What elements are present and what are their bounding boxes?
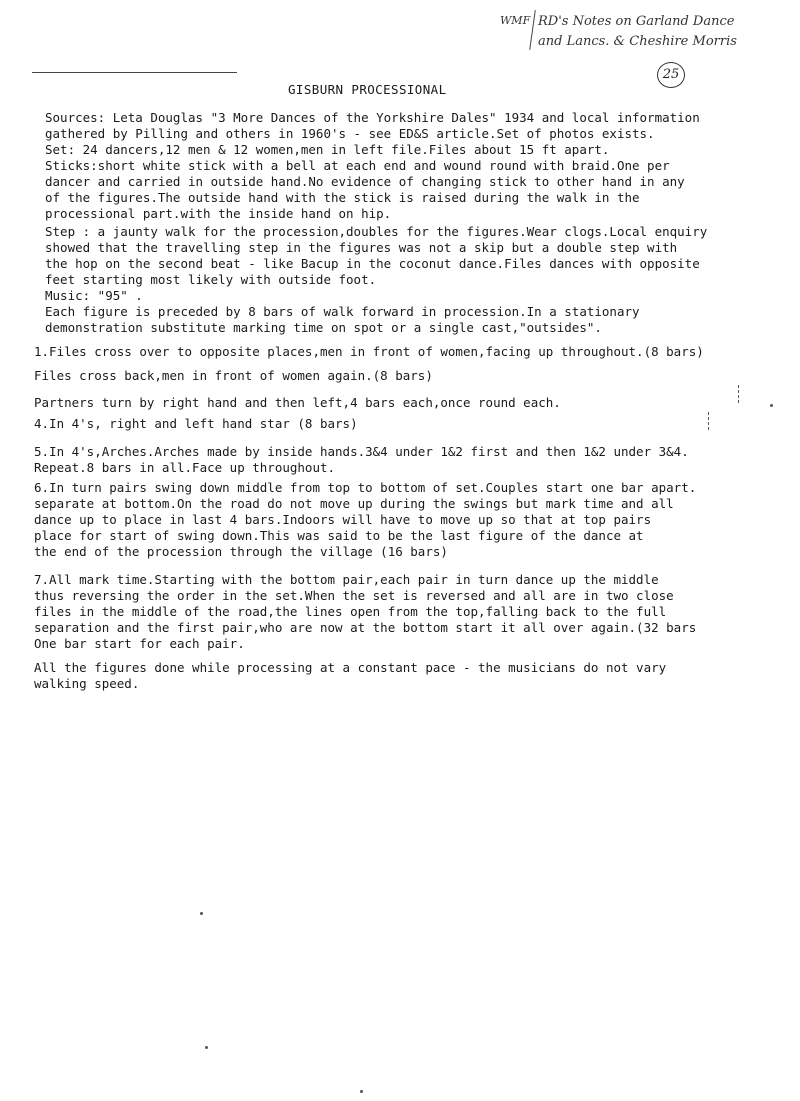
figure-5 — [34, 444, 689, 476]
document-title: GISBURN PROCESSIONAL — [288, 82, 447, 97]
music-paragraph — [45, 288, 640, 336]
text-line: of the figures.The outside hand with the stick is raised during the walk in the — [45, 190, 640, 205]
text-line: 7.All mark time.Starting with the bottom pair,each pair in turn dance up the middle — [34, 572, 659, 587]
text-line: Step : a jaunty walk for the procession,doubles for the figures.Wear clogs.Local enquiry — [45, 224, 708, 239]
figure-4 — [34, 416, 358, 432]
text-line: separation and the first pair,who are now at the bottom start it all over again.(32 bars — [34, 620, 697, 635]
text-line: dance up to place in last 4 bars.Indoors will have to move up so that at top pairs — [34, 512, 652, 527]
text-line: 4.In 4's, right and left hand star (8 bars) — [34, 416, 358, 431]
handwritten-divider — [529, 10, 536, 50]
text-line: 6.In turn pairs swing down middle from top to bottom of set.Couples start one bar apart. — [34, 480, 697, 495]
figure-7 — [34, 572, 696, 652]
scan-speck — [205, 1046, 208, 1049]
text-line: feet starting most likely with outside foot. — [45, 272, 377, 287]
text-line: walking speed. — [34, 676, 140, 691]
margin-mark — [708, 412, 710, 430]
closing-paragraph — [34, 660, 666, 692]
text-line: demonstration substitute marking time on spot or a single cast,"outsides". — [45, 320, 602, 335]
page-number: 25 — [657, 62, 685, 88]
text-line: Music: "95" . — [45, 288, 143, 303]
text-line: dancer and carried in outside hand.No evidence of changing stick to other hand in any — [45, 174, 685, 189]
text-line: Sources: Leta Douglas "3 More Dances of the Yorkshire Dales" 1934 and local information — [45, 110, 700, 125]
scan-speck — [770, 404, 773, 407]
text-line: place for start of swing down.This was said to be the last figure of the dance at — [34, 528, 644, 543]
text-line: Each figure is preceded by 8 bars of walk forward in procession.In a stationary — [45, 304, 640, 319]
figure-6 — [34, 480, 696, 560]
text-line: thus reversing the order in the set.When the set is reversed and all are in two close — [34, 588, 674, 603]
text-line: One bar start for each pair. — [34, 636, 245, 651]
text-line: processional part.with the inside hand on hip. — [45, 206, 392, 221]
step-paragraph — [45, 224, 707, 288]
text-line: Files cross back,men in front of women again.(8 bars) — [34, 368, 433, 383]
figure-1 — [34, 344, 704, 360]
figure-3 — [34, 395, 561, 411]
handwritten-note-line-2: and Lancs. & Cheshire Morris — [538, 34, 737, 49]
text-line: the hop on the second beat - like Bacup in the coconut dance.Files dances with opposite — [45, 256, 700, 271]
text-line: Set: 24 dancers,12 men & 12 women,men in left file.Files about 15 ft apart. — [45, 142, 610, 157]
handwritten-note-line-1: RD's Notes on Garland Dance — [538, 14, 735, 29]
top-rule — [32, 72, 237, 73]
scan-speck — [360, 1090, 363, 1093]
text-line: All the figures done while processing at a constant pace - the musicians do not vary — [34, 660, 667, 675]
text-line: Partners turn by right hand and then left,4 bars each,once round each. — [34, 395, 561, 410]
set-paragraph — [45, 142, 609, 158]
text-line: the end of the procession through the village (16 bars) — [34, 544, 448, 559]
figure-2 — [34, 368, 433, 384]
handwritten-initials: WMF — [500, 14, 531, 27]
margin-mark — [738, 385, 740, 403]
sticks-paragraph — [45, 158, 685, 222]
scan-speck — [200, 912, 203, 915]
sources-paragraph — [45, 110, 700, 142]
text-line: 1.Files cross over to opposite places,men in front of women,facing up throughout.(8 bars) — [34, 344, 704, 359]
text-line: 5.In 4's,Arches.Arches made by inside hands.3&4 under 1&2 first and then 1&2 under 3&4. — [34, 444, 689, 459]
text-line: files in the middle of the road,the lines open from the top,falling back to the full — [34, 604, 667, 619]
text-line: Sticks:short white stick with a bell at each end and wound round with braid.One per — [45, 158, 670, 173]
text-line: gathered by Pilling and others in 1960's - see ED&S article.Set of photos exists. — [45, 126, 655, 141]
text-line: showed that the travelling step in the figures was not a skip but a double step with — [45, 240, 678, 255]
text-line: separate at bottom.On the road do not move up during the swings but mark time and all — [34, 496, 674, 511]
text-line: Repeat.8 bars in all.Face up throughout. — [34, 460, 336, 475]
